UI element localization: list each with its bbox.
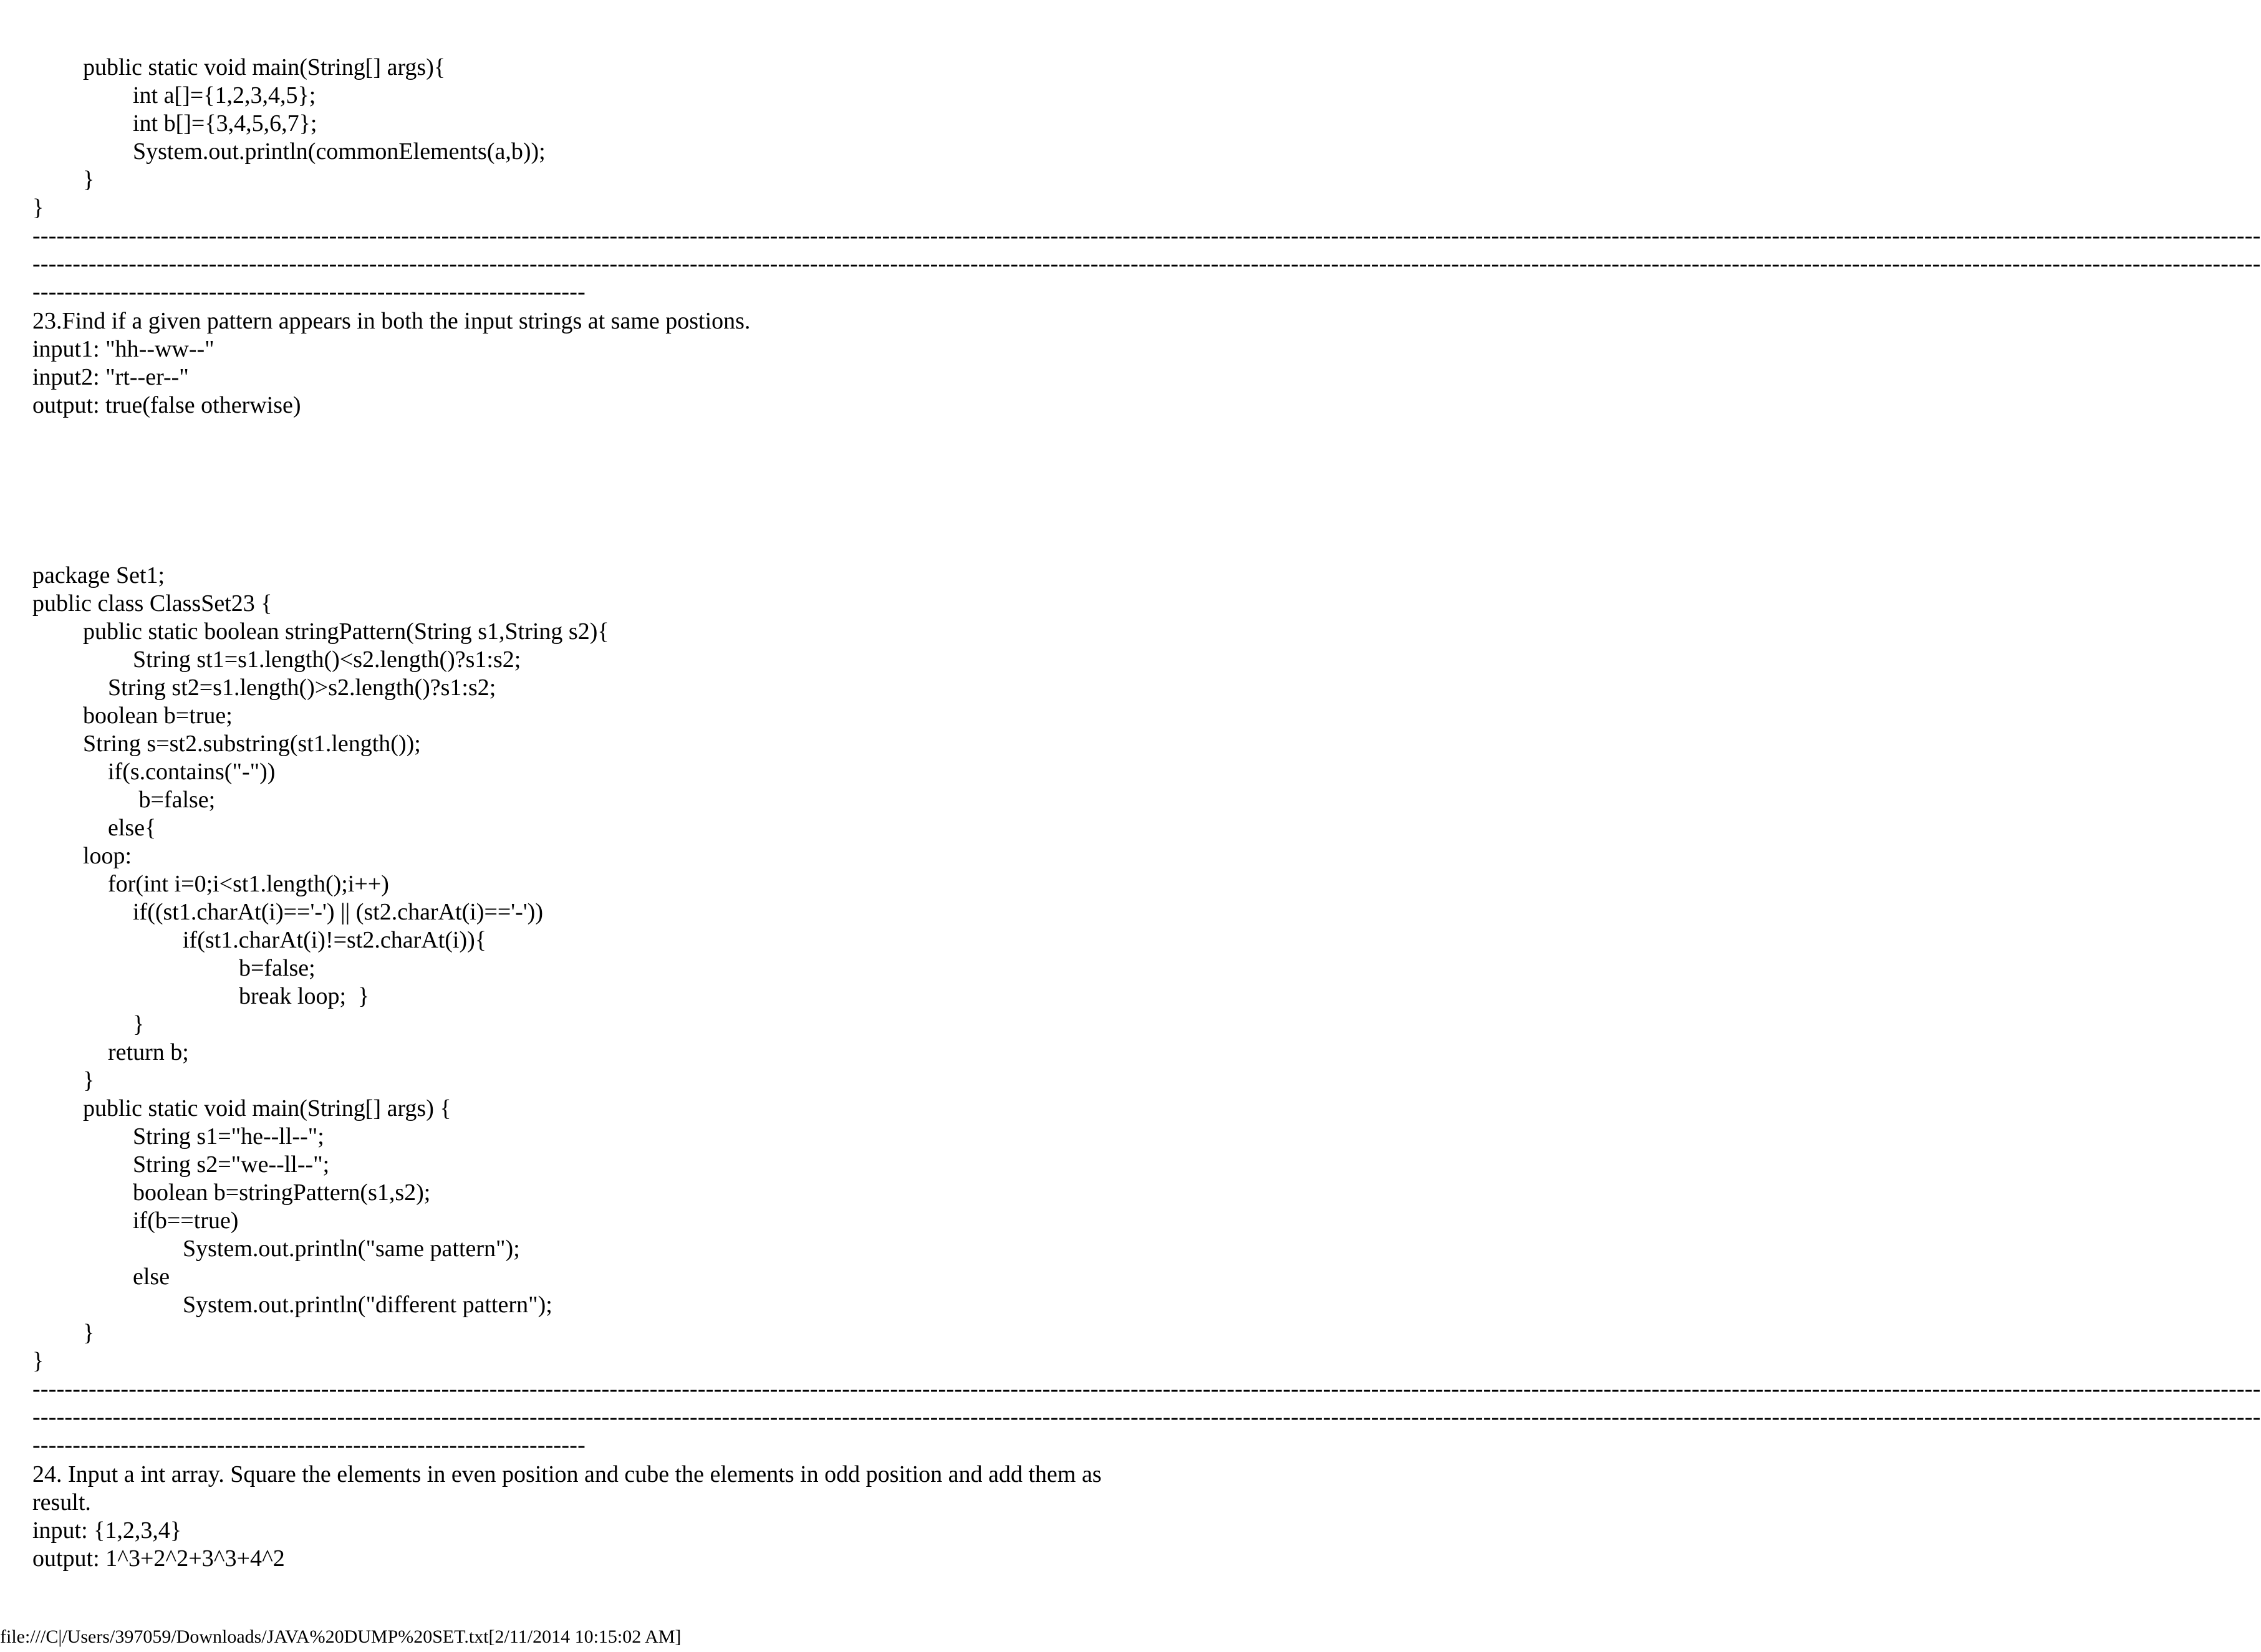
- code-line: for(int i=0;i<st1.length();i++): [108, 871, 389, 897]
- file-path-footer: file:///C|/Users/397059/Downloads/JAVA%20DUMP%20SET.txt[2/11/2014 10:15:02 AM]: [0, 1626, 682, 1647]
- code-line: if(s.contains("-")): [108, 759, 276, 785]
- code-line: String s2="we--ll--";: [133, 1151, 330, 1178]
- code-line: System.out.println("different pattern");: [183, 1292, 552, 1318]
- code-line: String st1=s1.length()<s2.length()?s1:s2;: [133, 646, 521, 673]
- separator-line: ---------------------------------------------------------------------: [32, 1432, 586, 1458]
- code-line: int b[]={3,4,5,6,7};: [133, 110, 317, 137]
- code-line: }: [32, 194, 44, 221]
- code-line: if(b==true): [133, 1208, 239, 1234]
- separator-line: --------------------------------------------------------------------------------------------------------------------------------------------------------------------------------------------------------------------------------------------------------------------------------------: [32, 1376, 2261, 1402]
- separator-line: --------------------------------------------------------------------------------------------------------------------------------------------------------------------------------------------------------------------------------------------------------------------------------------: [32, 1404, 2261, 1430]
- separator-line: --------------------------------------------------------------------------------------------------------------------------------------------------------------------------------------------------------------------------------------------------------------------------------------: [32, 223, 2261, 249]
- code-line: else{: [108, 815, 157, 841]
- code-line: System.out.println(commonElements(a,b));: [133, 138, 546, 165]
- code-line: }: [32, 1348, 44, 1374]
- code-line: public class ClassSet23 {: [32, 590, 272, 617]
- code-line: boolean b=stringPattern(s1,s2);: [133, 1179, 431, 1206]
- problem-title-continued: result.: [32, 1489, 91, 1515]
- problem-output: output: 1^3+2^2+3^3+4^2: [32, 1545, 285, 1572]
- problem-input2: input2: "rt--er--": [32, 364, 189, 390]
- code-line: else: [133, 1264, 170, 1290]
- problem-title: 24. Input a int array. Square the elements in even position and cube the elements in odd position and add them as: [32, 1461, 1102, 1487]
- code-line: }: [83, 1067, 95, 1093]
- code-line: loop:: [83, 843, 132, 869]
- problem-input1: input1: "hh--ww--": [32, 336, 215, 362]
- code-line: b=false;: [239, 955, 316, 981]
- problem-title: 23.Find if a given pattern appears in both the input strings at same postions.: [32, 308, 751, 334]
- separator-line: ---------------------------------------------------------------------: [32, 279, 586, 305]
- code-line: }: [83, 166, 95, 193]
- code-line: boolean b=true;: [83, 703, 233, 729]
- code-line: public static void main(String[] args){: [83, 54, 446, 80]
- problem-input: input: {1,2,3,4}: [32, 1517, 182, 1544]
- code-line: b=false;: [133, 787, 216, 813]
- code-line: String st2=s1.length()>s2.length()?s1:s2;: [108, 675, 496, 701]
- code-line: int a[]={1,2,3,4,5};: [133, 82, 316, 108]
- code-line: package Set1;: [32, 562, 165, 588]
- code-line: if((st1.charAt(i)=='-') || (st2.charAt(i)=='-')): [133, 899, 543, 925]
- problem-output: output: true(false otherwise): [32, 392, 301, 418]
- code-line: System.out.println("same pattern");: [183, 1236, 520, 1262]
- code-line: String s=st2.substring(st1.length());: [83, 731, 421, 757]
- code-line: return b;: [108, 1039, 189, 1065]
- code-line: if(st1.charAt(i)!=st2.charAt(i)){: [183, 927, 487, 953]
- code-line: break loop; }: [239, 983, 370, 1009]
- code-line: String s1="he--ll--";: [133, 1123, 324, 1150]
- code-line: }: [83, 1320, 95, 1346]
- separator-line: --------------------------------------------------------------------------------------------------------------------------------------------------------------------------------------------------------------------------------------------------------------------------------------: [32, 251, 2261, 277]
- code-line: public static boolean stringPattern(String s1,String s2){: [83, 618, 609, 645]
- code-line: }: [133, 1011, 145, 1037]
- code-line: public static void main(String[] args) {: [83, 1095, 451, 1121]
